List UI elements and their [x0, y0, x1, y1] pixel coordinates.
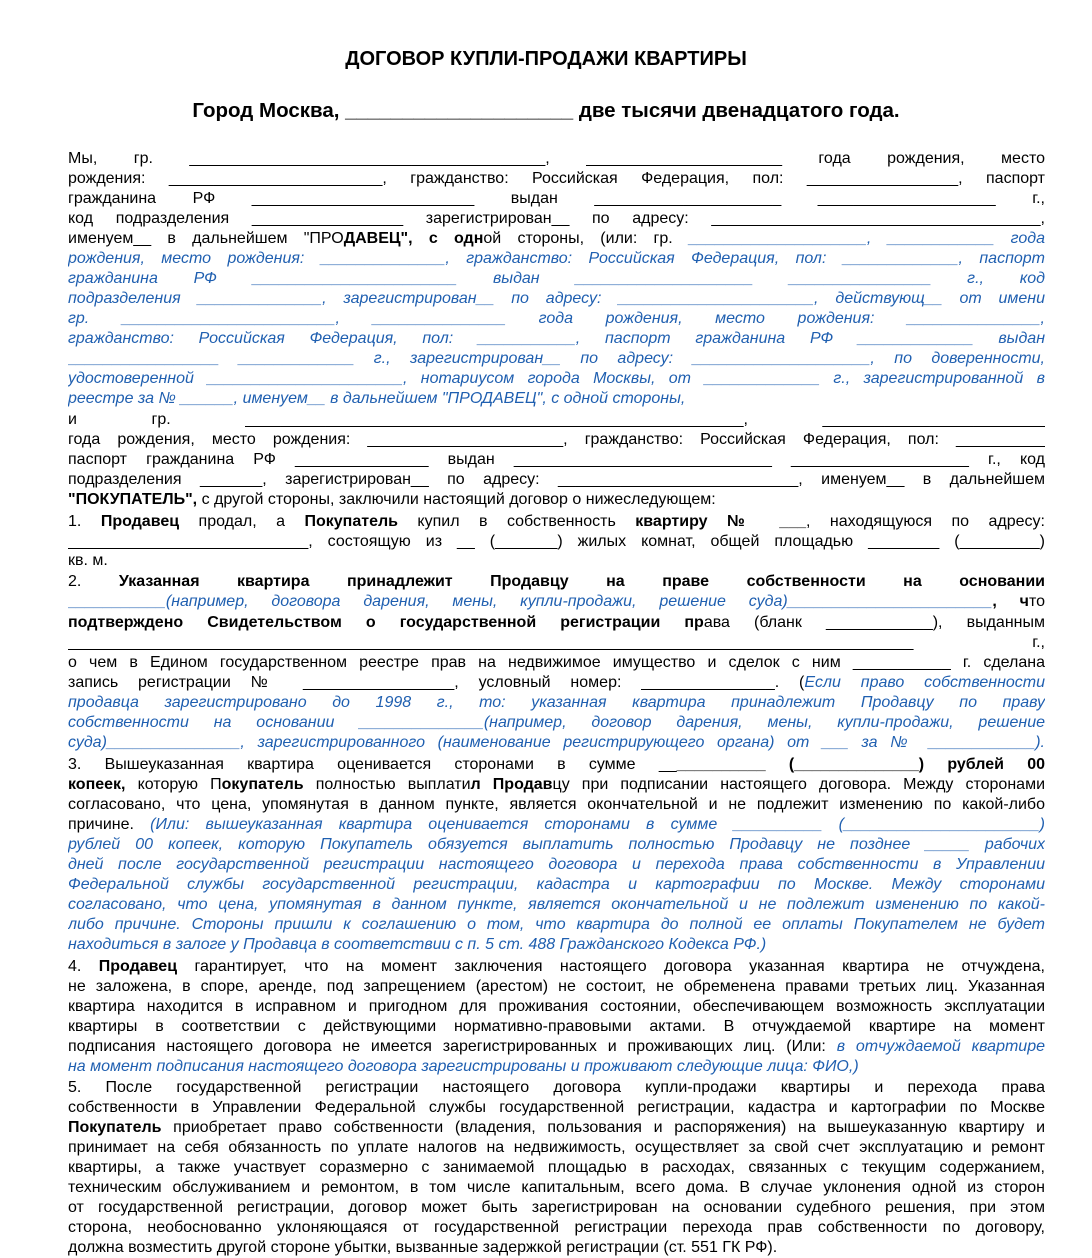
contract-line-40: 4. Продавец гарантирует, что на момент заключения настоящего договора указанная квартира не отчуждена,: [68, 958, 1045, 975]
contract-line-48: Покупатель приобретает право собственности (владения, пользования и распоряжения) на вышеуказанную квартиру и: [68, 1119, 1045, 1136]
contract-line-0: Мы, гр. ________________________________________, ______________________ года рождения, место: [68, 150, 1045, 167]
contract-line-44: подписания настоящего договора не имеется зарегистрированных и проживающих лиц. (Или: в отчуждаемой квартире: [68, 1038, 1045, 1055]
contract-line-43: квартиры в соответствии с действующими нормативно-правовыми актами. В отчуждаемой квартире на момент: [68, 1018, 1045, 1035]
contract-line-47: собственности в Управлении Федеральной службы государственной регистрации, кадастра и картографии по Москве: [68, 1099, 1045, 1116]
contract-line-30: 3. Вышеуказанная квартира оценивается сторонами в сумме ____________ (______________) рублей 00: [68, 756, 1045, 773]
contract-line-2: гражданина РФ _________________________ выдан _____________________ ____________________ г.,: [68, 190, 1045, 207]
contract-line-25: о чем в Едином государственном реестре прав на недвижимое имущество и сделок с ним ___________ г. сделана: [68, 654, 1045, 671]
contract-line-27: продавца зарегистрировано до 1998 г., то: указанная квартира принадлежит Продавцу по праву: [68, 694, 1045, 711]
contract-line-7: подразделения ______________, зарегистрирован__ по адресу: ______________________, действующ__ от имени: [68, 290, 1045, 307]
contract-line-19: ___________________________, состоящую из __ (_______) жилых комнат, общей площадью ________ (_________): [68, 533, 1045, 550]
contract-line-1: рождения: ________________________, гражданство: Российская Федерация, пол: _________________, паспорт: [68, 170, 1045, 187]
contract-line-14: года рождения, место рождения: ______________________, гражданство: Российская Федерация, пол: __________: [68, 431, 1045, 448]
contract-line-52: от государственной регистрации, договор может быть зарегистрирован на основании судебного решения, при этом: [68, 1199, 1045, 1216]
contract-line-51: техническим обслуживанием и ремонтом, в том числе капитальным, всего дома. В случае уклонения одной из сторон: [68, 1179, 1045, 1196]
contract-line-23: подтверждено Свидетельством о государственной регистрации права (бланк ____________), выданным: [68, 614, 1045, 631]
contract-line-38: либо причине. Стороны пришли к соглашению о том, что квартира до полной ее оплаты Покупателем не будет: [68, 916, 1045, 933]
city-date-line: Город Москва, ____________________ две тысячи двенадцатого года.: [192, 99, 900, 122]
contract-line-37: согласовано, что цена, упомянутая в данном пункте, является окончательной и не подлежит изменению по какой-: [68, 896, 1045, 913]
contract-line-33: причине. (Или: вышеуказанная квартира оценивается сторонами в сумме __________ (______________________): [68, 816, 1045, 833]
contract-line-21: 2. Указанная квартира принадлежит Продавцу на праве собственности на основании: [68, 573, 1045, 590]
contract-line-45: на момент подписания настоящего договора зарегистрированы и проживают следующие лица: ФИО,): [68, 1058, 859, 1075]
contract-line-15: паспорт гражданина РФ _______________ выдан _____________________________ ____________________ г., код: [68, 451, 1045, 468]
contract-line-31: копеек, которую Покупатель полностью выплатил Продавцу при подписании настоящего договора. Между сторонами: [68, 776, 1045, 793]
contract-line-6: гражданина РФ _______________________ выдан ____________________ ________________ г., код: [68, 270, 1045, 287]
contract-line-4: именуем__ в дальнейшем "ПРОДАВЕЦ", с одной стороны, (или: гр. ____________________, ____________ года: [68, 230, 1045, 247]
contract-line-18: 1. Продавец продал, а Покупатель купил в собственность квартиру № ___, находящуюся по адресу:: [68, 513, 1045, 530]
contract-line-10: _________________ _____________ г., зарегистрирован__ по адресу: ____________________, по доверенности,: [68, 350, 1045, 367]
contract-line-32: согласовано, что цена, упомянутая в данном пункте, является окончательной и не подлежит изменению по какой-либо: [68, 796, 1045, 813]
contract-line-16: подразделения _______, зарегистрирован__ по адресу: ___________________________, именуем__ в дальнейшем: [68, 471, 1045, 488]
contract-line-34: рублей 00 копеек, которую Покупатель обязуется выплатить полностью Продавцу не позднее _____ рабочих: [68, 836, 1045, 853]
contract-line-5: рождения, место рождения: ______________, гражданство: Российская Федерация, пол: _____________, паспорт: [68, 250, 1045, 267]
contract-line-54: должна возместить другой стороне убытки, вызванные задержкой регистрации (ст. 551 ГК РФ).: [68, 1239, 778, 1256]
contract-line-53: сторона, необоснованно уклоняющаяся от государственной регистрации перехода прав собственности по договору,: [68, 1219, 1045, 1236]
contract-line-17: "ПОКУПАТЕЛЬ", с другой стороны, заключили настоящий договор о нижеследующем:: [68, 491, 716, 508]
contract-line-3: код подразделения _________________ зарегистрирован__ по адресу: _____________________________________,: [68, 210, 1045, 227]
contract-line-50: квартиры, а также участвует соразмерно с занимаемой площадью в расходах, связанных с текущим содержанием,: [68, 1159, 1045, 1176]
contract-line-49: принимает на себя обязанность по уплате налогов на недвижимость, осуществляет за свой счет эксплуатацию и ремонт: [68, 1139, 1045, 1156]
contract-line-13: и гр. ________________________________________________________, _________________________: [68, 411, 1045, 428]
contract-line-29: суда)_______________, зарегистрированного (наименование регистрирующего органа) от ___ за № ____________).: [68, 734, 1045, 751]
contract-line-35: дней после государственной регистрации настоящего договора и перехода права собственности в Управлении: [68, 856, 1045, 873]
contract-line-11: удостоверенной ______________________, нотариусом города Москвы, от _____________ г., зарегистрированной в: [68, 370, 1045, 387]
contract-line-26: запись регистрации № _________________, условный номер: _______________. (Если право собственности: [68, 674, 1045, 691]
contract-line-36: Федеральной службы государственной регистрации, кадастра и картографии по Москве. Между сторонами: [68, 876, 1045, 893]
contract-line-42: квартира находится в исправном и пригодном для проживания состоянии, обеспечивающем возможность эксплуатации: [68, 998, 1045, 1015]
contract-line-20: кв. м.: [68, 552, 108, 569]
document-title: ДОГОВОР КУПЛИ-ПРОДАЖИ КВАРТИРЫ: [345, 48, 747, 70]
contract-line-8: гр. ________________________, _______________ года рождения, место рождения: _______________,: [68, 310, 1045, 327]
contract-line-39: находиться в залоге у Продавца в соответствии с п. 5 ст. 488 Гражданского Кодекса РФ.): [68, 936, 767, 953]
contract-line-9: гражданство: Российская Федерация, пол: ___________, паспорт гражданина РФ _____________ выдан: [68, 330, 1045, 347]
contract-line-24: _______________________________________________________________________________________________ г.,: [68, 634, 1045, 651]
contract-line-12: реестре за № ______, именуем__ в дальнейшем "ПРОДАВЕЦ", с одной стороны,: [68, 390, 686, 407]
contract-line-41: не заложена, в споре, аренде, под запрещением (арестом) не состоит, не обременена правами третьих лиц. Указанная: [68, 978, 1045, 995]
contract-line-28: собственности на основании ______________(например, договор дарения, мены, купли-продажи, решение: [68, 714, 1045, 731]
contract-line-22: ___________(например, договора дарения, мены, купли-продажи, решение суда)_______________________, что: [68, 593, 1045, 610]
contract-line-46: 5. После государственной регистрации настоящего договора купли-продажи квартиры и перехода права: [68, 1079, 1045, 1096]
